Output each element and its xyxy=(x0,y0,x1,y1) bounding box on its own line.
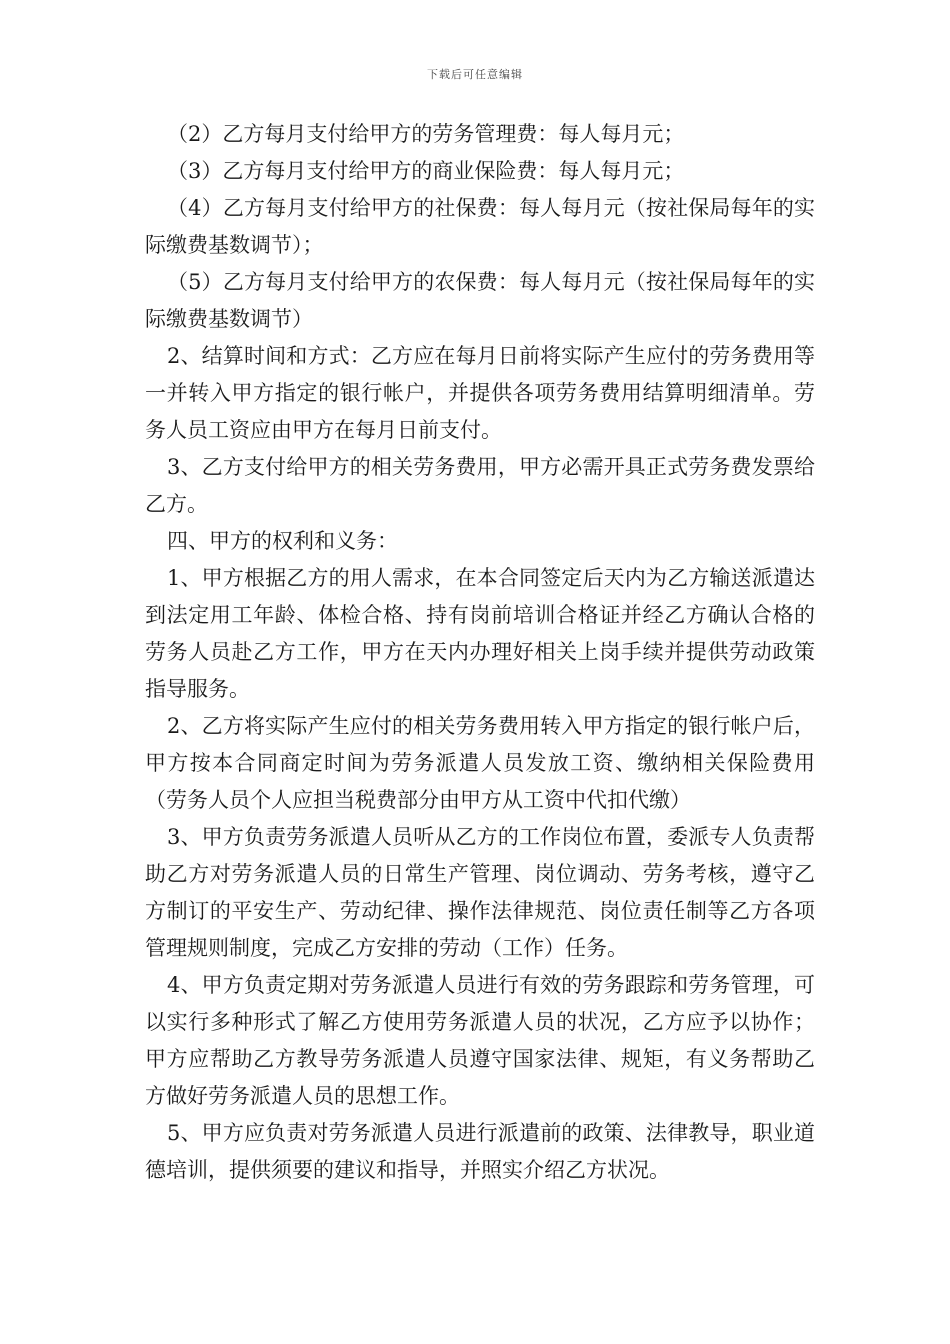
paragraph-invoice: 3、乙方支付给甲方的相关劳务费用，甲方必需开具正式劳务费发票给乙方。 xyxy=(145,455,815,516)
paragraph-fee-social-security: （4）乙方每月支付给甲方的社保费：每人每月元（按社保局每年的实际缴费基数调节）； xyxy=(145,196,815,257)
paragraph-party-a-1: 1、甲方根据乙方的用人需求，在本合同签定后天内为乙方输送派遣达到法定用工年龄、体检合格、持有岗前培训合格证并经乙方确认合格的劳务人员赴乙方工作，甲方在天内办理好相关上岗手续并提供劳动政策指导服务。 xyxy=(145,566,815,701)
paragraph-party-a-2: 2、乙方将实际产生应付的相关劳务费用转入甲方指定的银行帐户后，甲方按本合同商定时间为劳务派遣人员发放工资、缴纳相关保险费用（劳务人员个人应担当税费部分由甲方从工资中代扣代缴） xyxy=(145,714,815,812)
paragraph-party-a-3: 3、甲方负责劳务派遣人员听从乙方的工作岗位布置，委派专人负责帮助乙方对劳务派遣人员的日常生产管理、岗位调动、劳务考核，遵守乙方制订的平安生产、劳动纪律、操作法律规范、岗位责任制等乙方各项管理规则制度，完成乙方安排的劳动（工作）任务。 xyxy=(145,825,815,960)
paragraph-fee-insurance: （3）乙方每月支付给甲方的商业保险费：每人每月元； xyxy=(167,159,685,183)
paragraph-settlement: 2、结算时间和方式：乙方应在每月日前将实际产生应付的劳务费用等一并转入甲方指定的银行帐户，并提供各项劳务费用结算明细清单。劳务人员工资应由甲方在每月日前支付。 xyxy=(145,344,815,442)
paragraph-fee-management: （2）乙方每月支付给甲方的劳务管理费：每人每月元； xyxy=(167,122,685,146)
paragraph-fee-rural-insurance: （5）乙方每月支付给甲方的农保费：每人每月元（按社保局每年的实际缴费基数调节） xyxy=(145,270,815,331)
page-header: 下载后可任意编辑 xyxy=(427,68,523,81)
paragraph-party-a-5: 5、甲方应负责对劳务派遣人员进行派遣前的政策、法律教导，职业道德培训，提供须要的建议和指导，并照实介绍乙方状况。 xyxy=(145,1121,815,1182)
section-heading-party-a-rights: 四、甲方的权利和义务： xyxy=(167,529,398,553)
document-body xyxy=(145,116,815,1189)
paragraph-party-a-4: 4、甲方负责定期对劳务派遣人员进行有效的劳务跟踪和劳务管理，可以实行多种形式了解乙方使用劳务派遣人员的状况，乙方应予以协作；甲方应帮助乙方教导劳务派遣人员遵守国家法律、规矩，有义务帮助乙方做好劳务派遣人员的思想工作。 xyxy=(145,973,815,1108)
